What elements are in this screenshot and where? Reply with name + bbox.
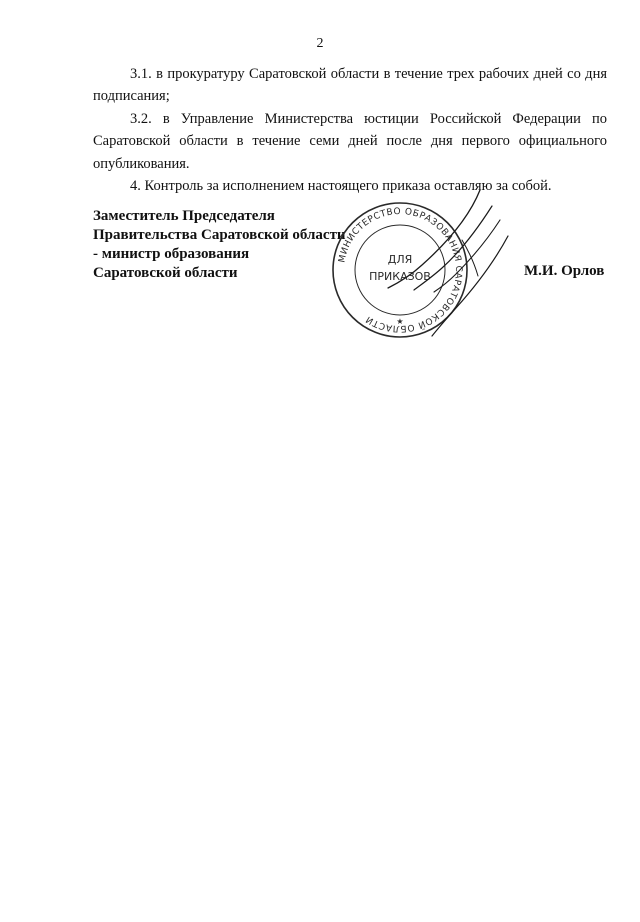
seal-center-line-1: ДЛЯ xyxy=(387,253,413,266)
seal-ring-text: МИНИСТЕРСТВО ОБРАЗОВАНИЯ САРАТОВСКОЙ ОБЛАСТИ xyxy=(337,206,464,334)
page-number: 2 xyxy=(316,36,324,51)
signatory-position-line: Заместитель Председателя xyxy=(93,208,275,224)
seal-star-icon: ★ xyxy=(396,317,404,326)
order-clauses xyxy=(93,63,607,197)
signatory-position-line: - министр образования xyxy=(93,246,250,262)
signer-name: М.И. Орлов xyxy=(524,263,605,279)
signatory-position xyxy=(93,207,346,283)
handwritten-signature xyxy=(370,180,520,340)
clause-4: 4. Контроль за исполнением настоящего приказа оставляю за собой. xyxy=(130,178,552,195)
clause-3-2: 3.2. в Управление Министерства юстиции Российской Федерации по Саратовской области в течение семи дней после дня первого официального опубликования. xyxy=(93,110,607,172)
signatory-position-line: Правительства Саратовской области xyxy=(93,227,346,243)
clause-3-1: 3.1. в прокуратуру Саратовской области в течение трех рабочих дней со дня подписания; xyxy=(93,66,607,105)
signatory-position-line: Саратовской области xyxy=(93,265,238,281)
seal-center-line-2: ПРИКАЗОВ xyxy=(369,270,431,283)
